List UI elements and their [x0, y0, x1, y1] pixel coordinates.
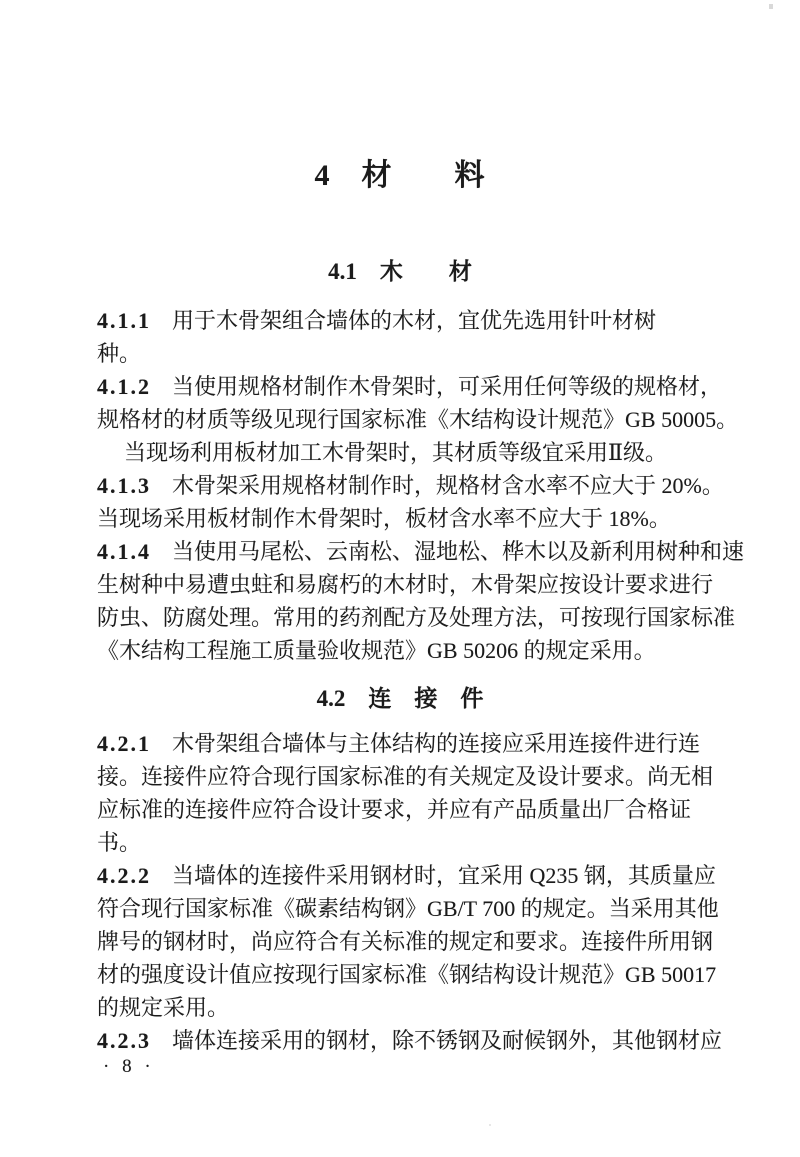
clause-text: 当使用规格材制作木骨架时，可采用任何等级的规格材，: [172, 374, 723, 399]
clause-line: [97, 925, 722, 958]
scan-speck-top: [769, 4, 773, 9]
clause-text: 木骨架采用规格材制作时，规格材含水率不应大于 20%。: [172, 473, 724, 498]
clause-text: 书。: [97, 830, 142, 855]
clause-text: 符合现行国家标准《碳素结构钢》GB/T 700 的规定。当采用其他: [97, 896, 719, 921]
scan-speck-bottom: [489, 1124, 491, 1126]
clause-text: 当现场利用板材加工木骨架时，其材质等级宜采用Ⅱ级。: [124, 440, 667, 465]
clause-text: 牌号的钢材时，尚应符合有关标准的规定和要求。连接件所用钢: [97, 929, 714, 954]
clause-number: 4.1.4: [97, 539, 151, 564]
clause-text: 防虫、防腐处理。常用的药剂配方及处理方法，可按现行国家标准: [97, 605, 736, 630]
clause-line: [97, 991, 722, 1024]
page-number: · 8 ·: [103, 1056, 155, 1077]
clause-number: 4.2.3: [97, 1028, 151, 1053]
clause-text: 当现场采用板材制作木骨架时，板材含水率不应大于 18%。: [97, 506, 671, 531]
clause-text: 用于木骨架组合墙体的木材，宜优先选用针叶材树: [172, 308, 657, 333]
clause-text: 规格材的材质等级见现行国家标准《木结构设计规范》GB 50005。: [97, 407, 739, 432]
clause-text: 的规定采用。: [97, 995, 230, 1020]
section-4-1-body: [97, 304, 745, 667]
clause-text: 当墙体的连接件采用钢材时，宜采用 Q235 钢，其质量应: [172, 863, 716, 888]
clause-line: [97, 760, 722, 793]
clause-line: [97, 436, 722, 469]
clause-line: [97, 727, 722, 760]
section-heading-4-2: 4.2 连 接 件: [316, 686, 484, 711]
section-heading-4-1: 4.1 木 材: [328, 259, 472, 284]
clause-line: [97, 370, 722, 403]
clause-text: 墙体连接采用的钢材，除不锈钢及耐候钢外，其他钢材应: [172, 1028, 723, 1053]
clause-line: [97, 1024, 722, 1057]
clause-line: [97, 634, 722, 667]
clause-text: 木骨架组合墙体与主体结构的连接应采用连接件进行连: [172, 731, 701, 756]
clause-line: [97, 892, 722, 925]
clause-text: 当使用马尾松、云南松、湿地松、桦木以及新利用树种和速: [172, 539, 745, 564]
section-4-2-body: [97, 727, 722, 1057]
clause-text: 材的强度设计值应按现行国家标准《钢结构设计规范》GB 50017: [97, 962, 717, 987]
clause-number: 4.2.1: [97, 731, 151, 756]
clause-number: 4.1.2: [97, 374, 151, 399]
clause-line: [97, 859, 722, 892]
clause-line: [97, 568, 722, 601]
clause-line: [97, 793, 722, 826]
clause-number: 4.1.3: [97, 473, 151, 498]
clause-text: 接。连接件应符合现行国家标准的有关规定及设计要求。尚无相: [97, 764, 714, 789]
clause-line: [97, 502, 722, 535]
clause-number: 4.1.1: [97, 308, 151, 333]
clause-line: [97, 304, 722, 337]
clause-text: 种。: [97, 341, 142, 366]
clause-line: [97, 826, 722, 859]
clause-line: [97, 958, 722, 991]
clause-number: 4.2.2: [97, 863, 151, 888]
clause-line: [97, 601, 736, 634]
clause-line: [97, 403, 739, 436]
clause-line: [97, 469, 722, 502]
clause-text: 《木结构工程施工质量验收规范》GB 50206 的规定采用。: [97, 638, 656, 663]
chapter-title: 4 材 料: [314, 159, 486, 192]
clause-line: [97, 535, 745, 568]
clause-line: [97, 337, 722, 370]
clause-text: 应标准的连接件应符合设计要求，并应有产品质量出厂合格证: [97, 797, 692, 822]
clause-text: 生树种中易遭虫蛀和易腐朽的木材时，木骨架应按设计要求进行: [97, 572, 714, 597]
